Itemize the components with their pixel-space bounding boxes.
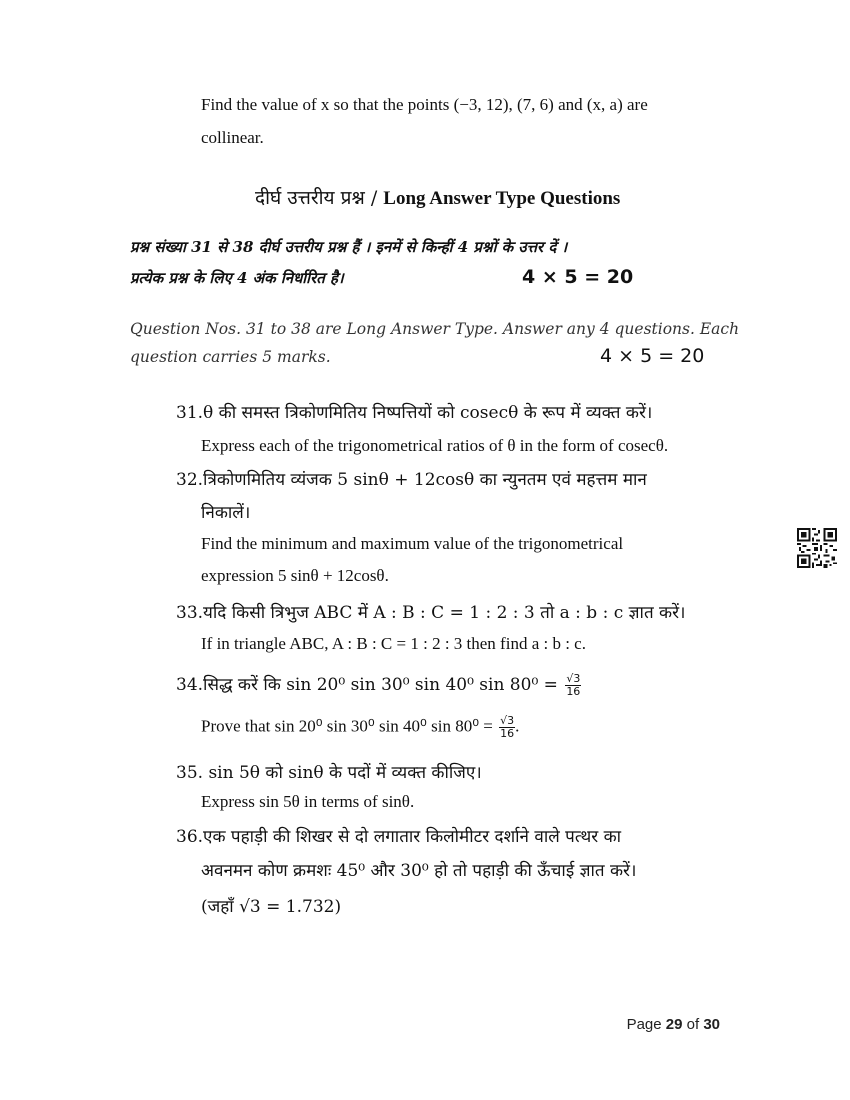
fraction-numerator: √3 [500,714,515,727]
question-32-english-line1: Find the minimum and maximum value of the trigonometrical [201,534,624,553]
instructions-english-marks: 4 × 5 = 20 [600,345,705,367]
question-35-english: Express sin 5θ in terms of sinθ. [201,792,415,811]
question-35-hindi [176,760,482,783]
question-32-english-line2: expression 5 sinθ + 12cosθ. [201,566,389,585]
instructions-english-line1: Question Nos. 31 to 38 are Long Answer Type. Answer any 4 questions. Each [130,320,740,338]
question-text-end: . [515,716,520,736]
question-text-hindi: एक पहाड़ी की शिखर से दो लगातार किलोमीटर दर्शाने वाले पत्थर का [203,827,622,847]
question-text-hindi: सिद्ध करें कि sin 20⁰ sin 30⁰ sin 40⁰ sin 80⁰ = [203,675,558,695]
page-prefix: Page [626,1016,666,1033]
previous-question-line1: Find the value of x so that the points (−3, 12), (7, 6) and (x, a) are [201,95,648,114]
question-number: 31. [176,403,204,423]
question-text-hindi: यदि किसी त्रिभुज ABC में A : B : C = 1 : 2 : 3 तो a : b : c ज्ञात करें। [203,603,686,623]
instructions-hindi-line2: प्रत्येक प्रश्न के लिए 4 अंक निर्धारित है। [130,269,344,287]
question-text-hindi: θ की समस्त त्रिकोणमितिय निष्पत्तियों को cosecθ के रूप में व्यक्त करें। [203,403,653,423]
previous-question-line2: collinear. [201,128,264,147]
instructions-hindi-line1: प्रश्न संख्या 31 से 38 दीर्घ उत्तरीय प्रश्न हैं । इनमें से किन्हीं 4 प्रश्नों के उत्तर दें । [130,238,568,256]
fraction [565,673,581,698]
section-heading-hindi: दीर्घ उत्तरीय प्रश्न / [255,187,384,209]
question-text-hindi: sin 5θ को sinθ के पदों में व्यक्त कीजिए। [208,763,482,783]
question-32-hindi-line2: निकालें। [201,503,251,523]
qr-code-icon [797,528,837,568]
question-text-hindi: त्रिकोणमितिय व्यंजक 5 sinθ + 12cosθ का न्युनतम एवं महत्तम मान [203,470,647,490]
instructions-english-line2: question carries 5 marks. [130,348,331,366]
question-36-hindi-line3: (जहाँ √3 = 1.732) [201,897,342,917]
question-36-hindi-line1 [176,824,621,847]
question-34-english [201,715,519,740]
question-34-hindi [176,672,581,698]
question-number: 33. [176,603,204,623]
page-total: 30 [703,1016,720,1033]
section-heading-english: Long Answer Type Questions [383,188,621,209]
question-32-hindi-line1 [176,467,647,490]
question-36-hindi-line2: अवनमन कोण क्रमशः 45⁰ और 30⁰ हो तो पहाड़ी की ऊँचाई ज्ञात करें। [201,861,637,881]
question-number: 32. [176,470,204,490]
fraction-denominator: 16 [500,727,515,740]
question-31-hindi [176,400,652,423]
fraction-numerator: √3 [566,672,581,685]
question-number: 36. [176,827,204,847]
page-current: 29 [665,1016,683,1033]
instructions-hindi-marks: 4 × 5 = 20 [522,266,634,288]
page-number [627,1016,720,1033]
question-33-hindi [176,600,686,623]
question-number: 35. [176,763,204,783]
question-31-english: Express each of the trigonometrical ratios of θ in the form of cosecθ. [201,436,669,455]
question-number: 34. [176,675,204,695]
question-33-english: If in triangle ABC, A : B : C = 1 : 2 : 3 then find a : b : c. [201,634,586,653]
fraction [499,715,515,740]
page-middle: of [682,1016,704,1033]
question-text-english: Prove that sin 20⁰ sin 30⁰ sin 40⁰ sin 80⁰ = [201,716,493,736]
section-heading [255,184,620,210]
fraction-denominator: 16 [566,685,581,698]
